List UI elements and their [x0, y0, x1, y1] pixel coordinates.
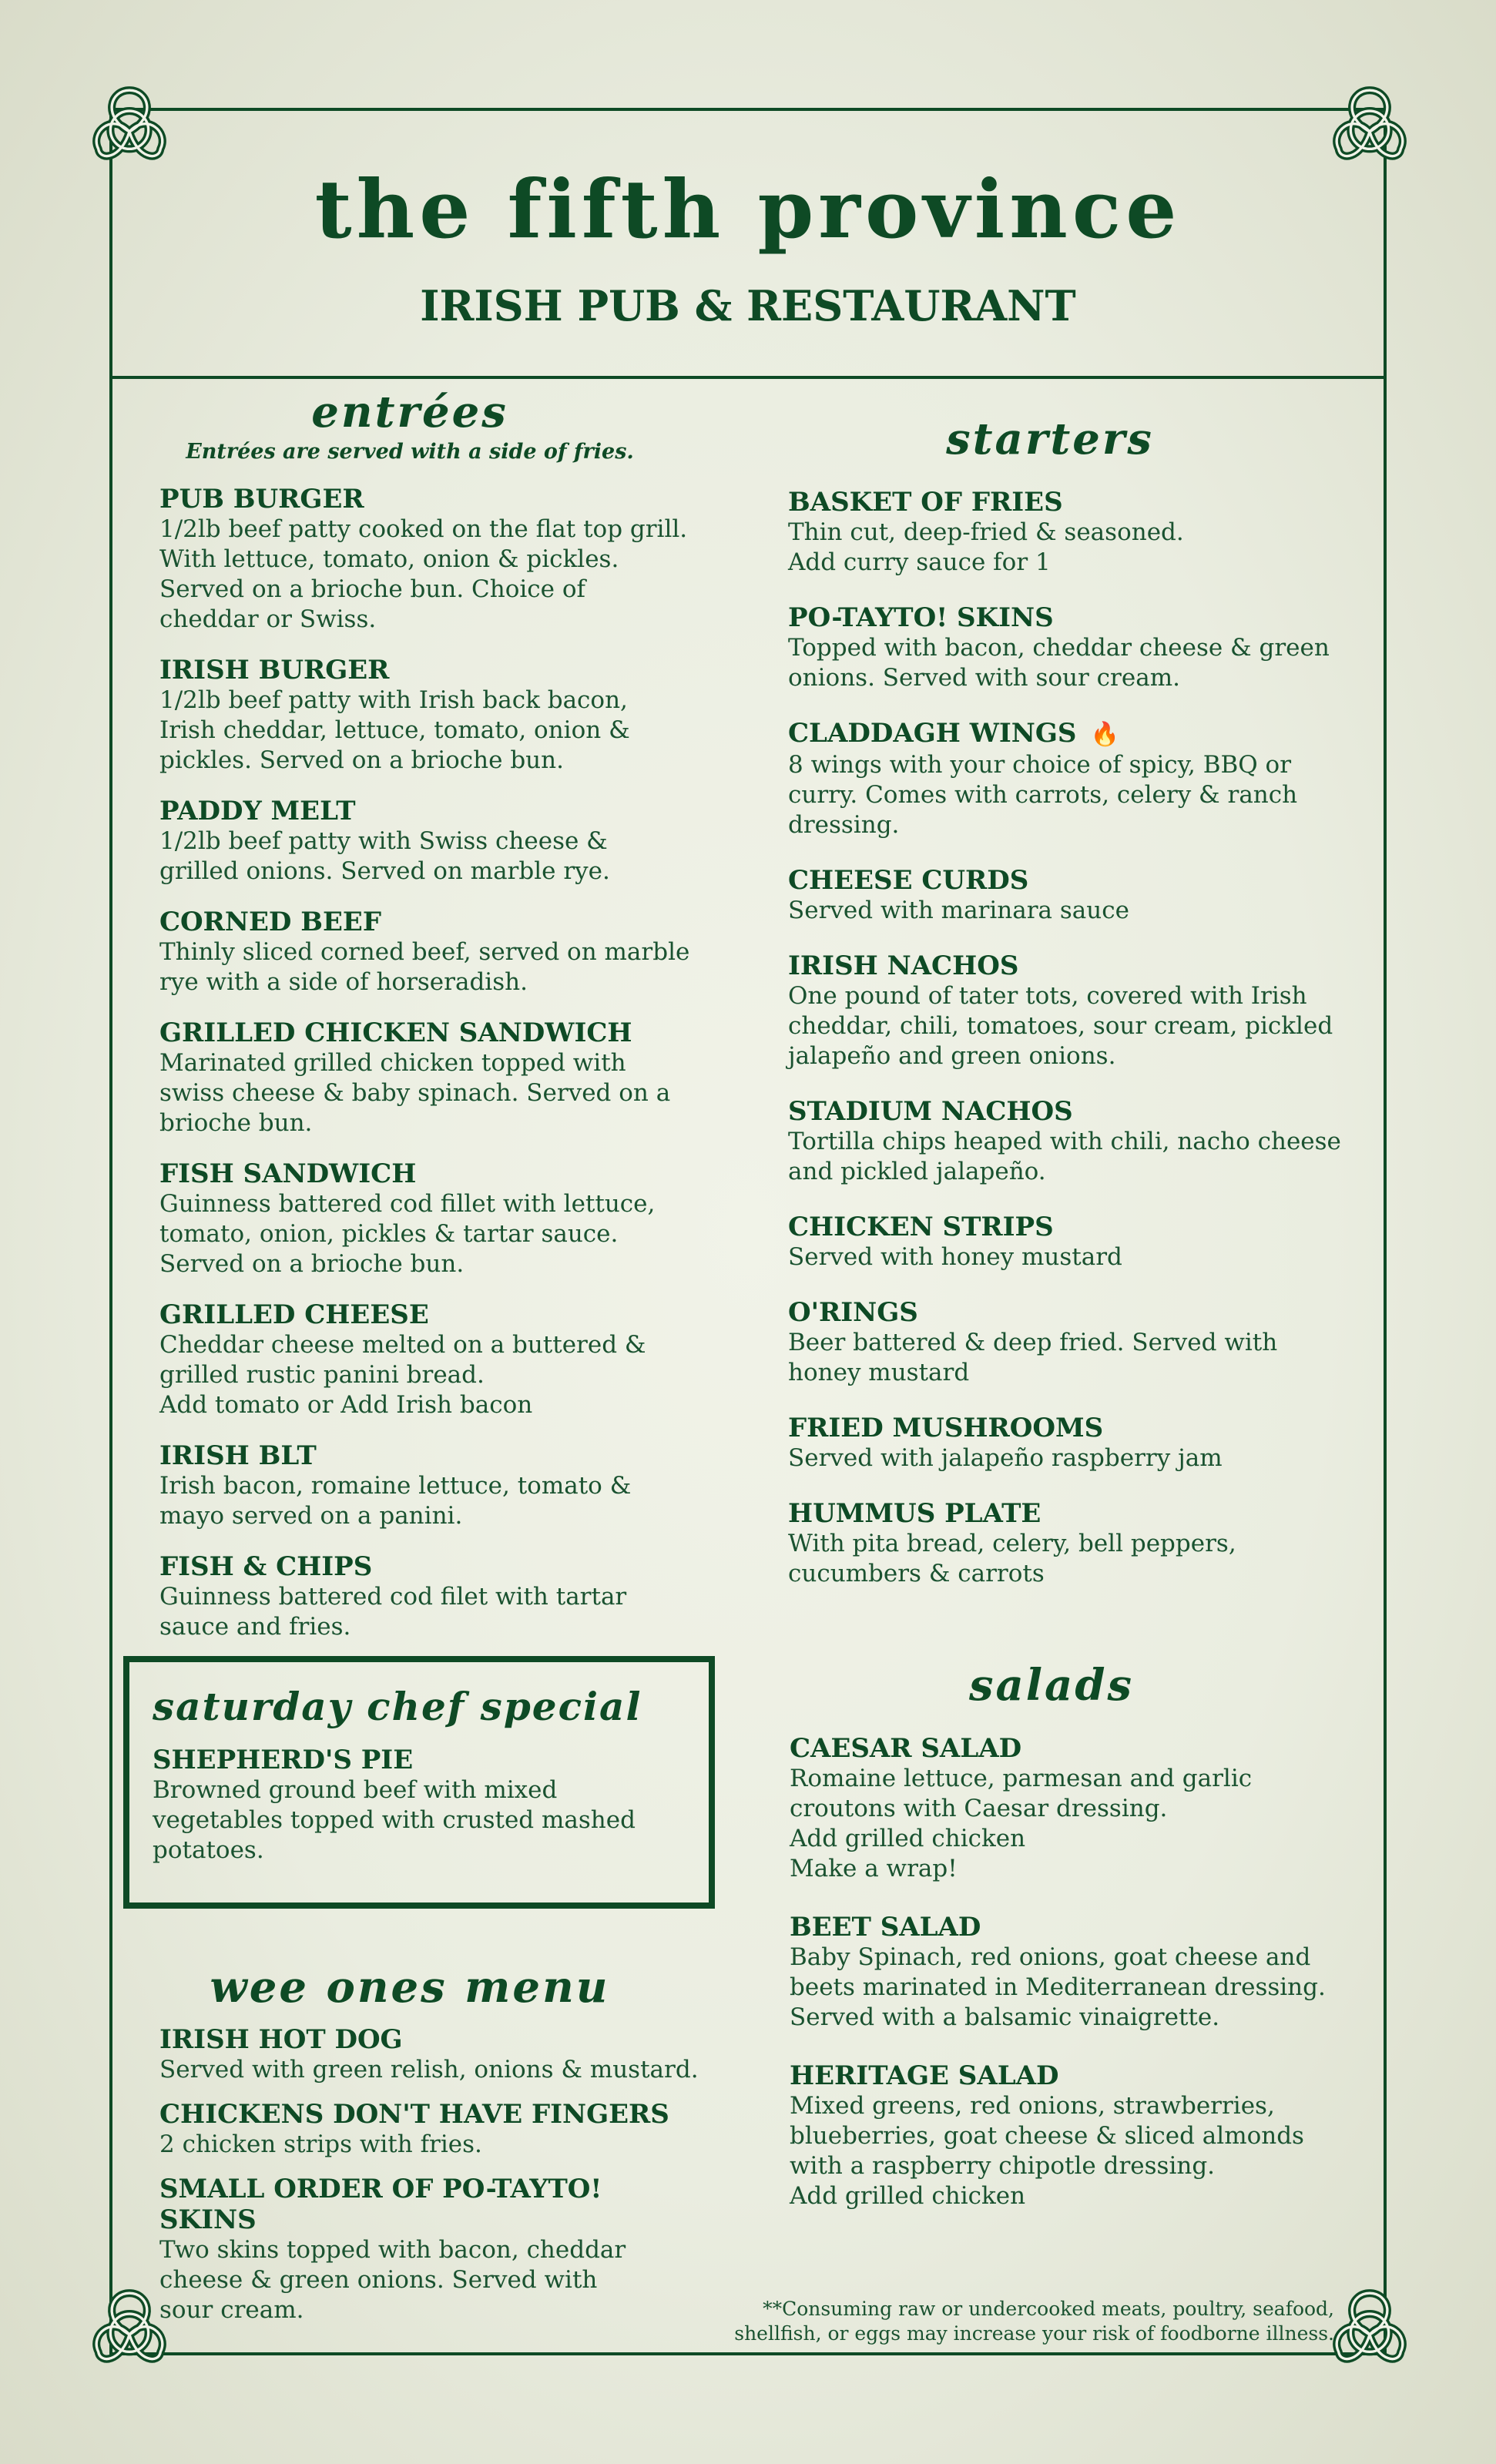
item-desc: Served with jalapeño raspberry jam [788, 1443, 1223, 1472]
item-desc: Guinness battered cod filet with tartar sauce and fries. [159, 1582, 627, 1641]
item-desc: Marinated grilled chicken topped with swiss cheese & baby spinach. Served on a brioche bun. [159, 1048, 671, 1137]
menu-item [159, 2174, 699, 2325]
item-desc: 2 chicken strips with fries. [159, 2130, 482, 2158]
item-name: O'RINGS [788, 1296, 918, 1328]
item-desc: With pita bread, celery, bell peppers, cucumbers & carrots [788, 1529, 1236, 1587]
celtic-knot-icon [1327, 2285, 1413, 2371]
item-desc: 1/2lb beef patty with Irish back bacon, Irish cheddar, lettuce, tomato, onion & pickles. Served on a brioche bun. [159, 686, 630, 774]
item-desc: Baby Spinach, red onions, goat cheese and beets marinated in Mediterranean dressing. Served with a balsamic vinaigrette. [790, 1943, 1326, 2031]
menu-item [159, 907, 691, 997]
salads-section [790, 1662, 1344, 2211]
item-name: FISH SANDWICH [159, 1158, 417, 1189]
item-addon: Add grilled chicken [790, 1824, 1026, 1852]
menu-item [159, 484, 691, 635]
item-name: PO-TAYTO! SKINS [788, 602, 1054, 633]
menu-item [159, 2099, 699, 2160]
item-desc: Tortilla chips heaped with chili, nacho cheese and pickled jalapeño. [788, 1127, 1341, 1185]
item-addon: Add tomato or Add Irish bacon [159, 1390, 533, 1419]
item-addon: Add grilled chicken [790, 2181, 1026, 2210]
menu-item [790, 1733, 1344, 1884]
item-name: GRILLED CHEESE [159, 1299, 429, 1330]
menu-item [153, 1745, 687, 1866]
item-name: PUB BURGER [159, 483, 364, 515]
item-name: CHICKEN STRIPS [788, 1211, 1054, 1242]
item-name: PADDY MELT [159, 795, 356, 826]
item-name: CORNED BEEF [159, 906, 381, 937]
menu-item [788, 950, 1343, 1071]
menu-item [788, 602, 1343, 693]
item-desc: Cheddar cheese melted on a buttered & grilled rustic panini bread. [159, 1330, 646, 1389]
menu-item [788, 487, 1343, 578]
item-name: STADIUM NACHOS [788, 1095, 1073, 1127]
item-name: SHEPHERD'S PIE [153, 1745, 414, 1775]
item-desc: Two skins topped with bacon, cheddar cheese & green onions. Served with sour cream. [159, 2235, 626, 2324]
menu-item [159, 1299, 691, 1420]
menu-item [159, 796, 691, 887]
item-name: GRILLED CHICKEN SANDWICH [159, 1017, 632, 1048]
item-name: SMALL ORDER OF PO-TAYTO! SKINS [159, 2173, 602, 2235]
entrees-title: entrées [311, 387, 508, 437]
item-desc: Topped with bacon, cheddar cheese & green onions. Served with sour cream. [788, 633, 1330, 692]
disclaimer-line: shellfish, or eggs may increase your risk of foodborne illness. [734, 2322, 1334, 2345]
item-name: IRISH BURGER [159, 654, 390, 686]
item-name: IRISH NACHOS [788, 950, 1019, 981]
item-desc: 1/2lb beef patty cooked on the flat top grill. With lettuce, tomato, onion & pickles. Served on a brioche bun. Choice of cheddar or Swiss. [159, 515, 688, 633]
menu-item [159, 2024, 699, 2085]
item-name-text: CLADDAGH WINGS [788, 717, 1077, 749]
disclaimer-line: **Consuming raw or undercooked meats, poultry, seafood, [763, 2298, 1334, 2320]
entrees-section [159, 389, 691, 1642]
item-name: CAESAR SALAD [790, 1732, 1022, 1764]
item-name: HERITAGE SALAD [790, 2060, 1059, 2091]
menu-item [788, 1498, 1343, 1589]
menu-item [159, 1551, 691, 1642]
menu-item [788, 1297, 1343, 1388]
item-desc: Thinly sliced corned beef, served on marble rye with a side of horseradish. [159, 937, 690, 996]
wee-ones-title: wee ones menu [210, 1962, 610, 2013]
item-name: CHICKENS DON'T HAVE FINGERS [159, 2098, 669, 2130]
starters-title: starters [946, 414, 1154, 464]
chef-special-title: saturday chef special [153, 1684, 642, 1729]
menu-item [159, 1017, 691, 1138]
menu-item [159, 1440, 691, 1531]
celtic-knot-icon [1327, 82, 1413, 168]
item-addon: Add curry sauce for 1 [788, 548, 1051, 576]
menu-item [788, 1212, 1343, 1272]
health-disclaimer [641, 2297, 1334, 2346]
menu-item [159, 1158, 691, 1279]
item-desc: Thin cut, deep-fried & seasoned. [788, 518, 1184, 546]
item-name: BASKET OF FRIES [788, 486, 1063, 518]
celtic-knot-icon [86, 82, 173, 168]
menu-item [788, 865, 1343, 926]
item-desc: 8 wings with your choice of spicy, BBQ or curry. Comes with carrots, celery & ranch dressing. [788, 750, 1298, 839]
menu-item [790, 1912, 1344, 2033]
item-desc: One pound of tater tots, covered with Irish cheddar, chili, tomatoes, sour cream, pickled jalapeño and green onions. [788, 981, 1333, 1070]
menu-item [788, 1096, 1343, 1187]
menu-item [159, 655, 691, 776]
item-desc: Beer battered & deep fried. Served with honey mustard [788, 1328, 1278, 1386]
item-desc: Guinness battered cod fillet with lettuce, tomato, onion, pickles & tartar sauce. Served on a brioche bun. [159, 1189, 656, 1278]
restaurant-subtitle: IRISH PUB & RESTAURANT [420, 281, 1076, 330]
header-divider [112, 376, 1384, 379]
item-name: BEET SALAD [790, 1911, 981, 1943]
item-desc: Irish bacon, romaine lettuce, tomato & mayo served on a panini. [159, 1471, 632, 1530]
starters-section [788, 416, 1343, 1589]
wee-ones-section [159, 1964, 699, 2325]
item-desc: Served with honey mustard [788, 1242, 1122, 1271]
flame-icon: 🔥 [1090, 720, 1119, 748]
restaurant-title: the fifth province [314, 162, 1182, 256]
item-addon: Make a wrap! [790, 1854, 958, 1882]
entrees-note: Entrées are served with a side of fries. [186, 439, 634, 464]
item-desc: Browned ground beef with mixed vegetables topped with crusted mashed potatoes. [153, 1776, 636, 1864]
item-desc: Romaine lettuce, parmesan and garlic croutons with Caesar dressing. [790, 1764, 1253, 1822]
salads-title: salads [968, 1660, 1135, 1711]
chef-special-box [123, 1656, 715, 1909]
item-name: FISH & CHIPS [159, 1550, 373, 1582]
menu-item [790, 2060, 1344, 2211]
item-name: IRISH BLT [159, 1440, 317, 1471]
item-name: FRIED MUSHROOMS [788, 1412, 1104, 1443]
menu-item [788, 1413, 1343, 1473]
menu-item [788, 718, 1343, 840]
item-desc: 1/2lb beef patty with Swiss cheese & grilled onions. Served on marble rye. [159, 826, 610, 885]
item-desc: Served with marinara sauce [788, 896, 1129, 924]
item-desc: Mixed greens, red onions, strawberries, blueberries, goat cheese & sliced almonds with a raspberry chipotle dressing. [790, 2091, 1304, 2180]
item-name: IRISH HOT DOG [159, 2023, 403, 2055]
item-name [788, 718, 1343, 750]
item-name: HUMMUS PLATE [788, 1497, 1041, 1529]
item-name: CHEESE CURDS [788, 864, 1029, 896]
item-desc: Served with green relish, onions & mustard. [159, 2055, 699, 2084]
